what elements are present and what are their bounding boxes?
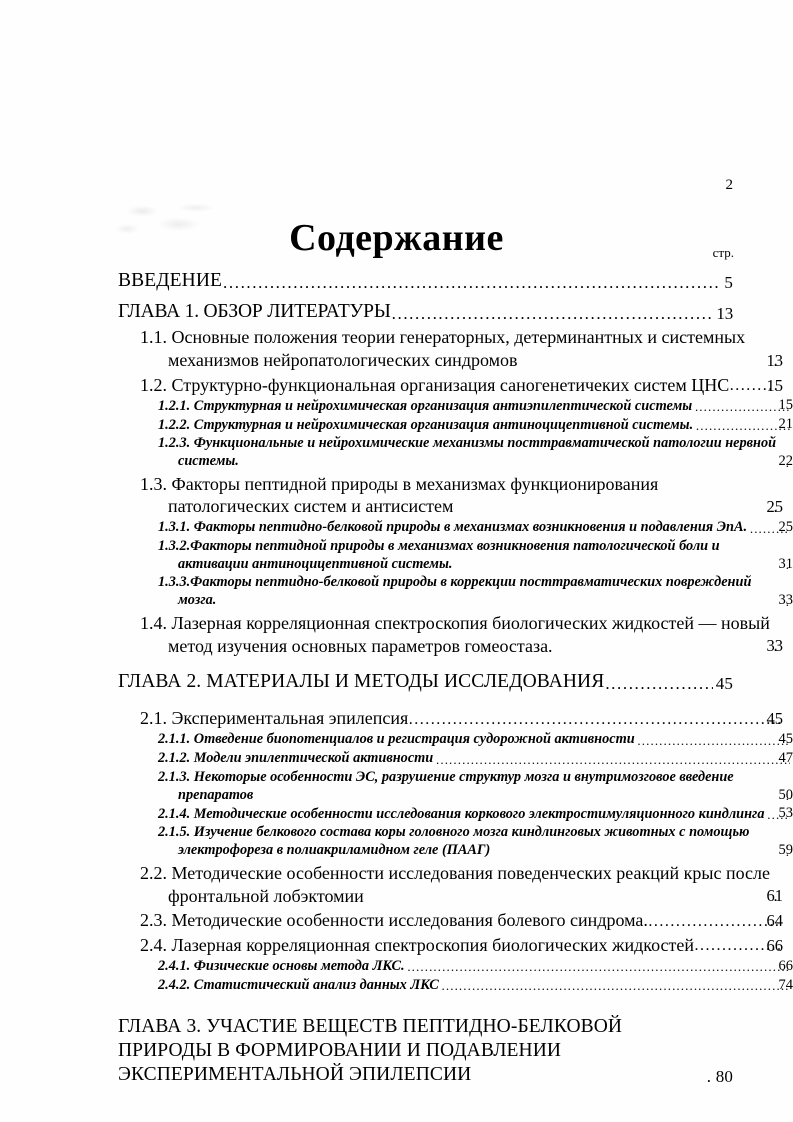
toc-entry[interactable] [158, 397, 793, 415]
page-title: Содержание [289, 217, 504, 260]
toc-entry-page-number: 33 [778, 591, 793, 608]
toc-entry-page-number: 31 [778, 555, 793, 572]
toc-entry-title: 1.3. Факторы пептидной природы в механизмах функционирования патологических систем и антисистем [140, 473, 659, 517]
toc-entry-page-number: 13 [716, 304, 733, 324]
toc-leader-dots [784, 559, 790, 573]
toc-entry-title: ГЛАВА 3. УЧАСТИЕ ВЕЩЕСТВ ПЕПТИДНО-БЕЛКОВОЙ ПРИРОДЫ В ФОРМИРОВАНИИ И ПОДАВЛЕНИИ ЭКСПЕРИМЕНТАЛЬНОЙ ЭПИЛЕПСИИ [118, 1015, 623, 1085]
page-number-folio: 2 [725, 177, 733, 193]
toc-entry-page-number: 15 [778, 397, 793, 414]
toc-leader-dots [774, 639, 780, 657]
toc-entry[interactable] [140, 473, 783, 518]
toc-entry-page-number: 74 [778, 976, 793, 993]
toc-entry-page-number: 80 [715, 1066, 733, 1086]
toc-entry-title: ВВЕДЕНИЕ [118, 270, 223, 291]
toc-entry[interactable] [118, 670, 733, 694]
toc-entry-title: 1.2.1. Структурная и нейрохимическая организация антиэпилептической системы [158, 397, 693, 414]
toc-entry-title: 1.1. Основные положения теории генераторных, детерминантных и системных механизмов нейропатологических синдромов [140, 327, 746, 371]
toc-entry[interactable] [158, 977, 793, 995]
toc-entry-title: 2.1.5. Изучение белкового состава коры головного мозга киндлинговых животных с помощью электрофореза в полиакриламидном геле (ПААГ) [158, 824, 750, 859]
toc-leader-dots [636, 735, 790, 749]
toc-entry-page-number: 66 [766, 935, 783, 955]
toc-leader-dots [774, 889, 780, 907]
toc-leader-dots [784, 456, 790, 470]
toc-entry-title: 1.4. Лазерная корреляционная спектроскопия биологических жидкостей — новый метод изучения основных параметров гомеостаза. [140, 612, 770, 656]
toc-leader-dots [434, 754, 790, 768]
toc-entry-title: ГЛАВА 1. ОБЗОР ЛИТЕРАТУРЫ [118, 301, 391, 323]
toc-leader-dots [748, 523, 790, 537]
toc-entry-page-number: 5 [724, 273, 733, 293]
toc-entry[interactable] [158, 435, 793, 470]
column-header-pages: стр. [712, 245, 734, 260]
toc-leader-dots [605, 675, 712, 695]
toc-entry-page-number: 47 [778, 750, 793, 767]
toc-entry[interactable] [158, 958, 793, 976]
toc-entry[interactable] [118, 300, 733, 324]
toc-leader-dots [774, 354, 780, 372]
toc-entry-title: 2.1.4. Методические особенности исследования коркового электростимуляционного киндлинга [158, 805, 765, 822]
toc-entry[interactable] [118, 1015, 733, 1088]
toc-leader-dots [649, 914, 780, 932]
toc-entry-title: ГЛАВА 2. МАТЕРИАЛЫ И МЕТОДЫ ИССЛЕДОВАНИЯ [118, 671, 605, 693]
toc-entry[interactable] [140, 612, 783, 657]
toc-entry-page-number: 59 [778, 841, 793, 858]
toc-leader-dots [784, 596, 790, 610]
toc-entry[interactable] [158, 519, 793, 537]
toc-entry[interactable] [158, 769, 793, 804]
toc-leader-dots [730, 378, 780, 396]
toc-entry-title: 1.2.2. Структурная и нейрохимическая организация антиноцицептивной системы. [158, 416, 694, 433]
toc-entry[interactable] [140, 862, 783, 907]
toc-entry-title: 2.4.2. Статистический анализ данных ЛКС [158, 976, 439, 993]
toc-entry[interactable] [158, 805, 793, 823]
toc-entry-page-number: 45 [778, 731, 793, 748]
toc-entry-page-number: 45 [766, 709, 783, 729]
toc-entry-title: 2.1. Экспериментальная эпилепсия [140, 708, 409, 729]
toc-entry[interactable] [158, 538, 793, 573]
toc-leader-dots [392, 305, 714, 325]
toc-entry[interactable] [158, 750, 793, 768]
toc-entry[interactable] [118, 269, 733, 293]
toc-entry[interactable] [140, 374, 783, 397]
toc-leader-dots [774, 500, 780, 518]
toc-entry-title: 1.3.3.Факторы пептидно-белковой природы в коррекции посттравматических повреждений мозга. [158, 574, 752, 609]
toc-leader-dots [707, 1068, 713, 1088]
toc-entry-page-number: 25 [778, 519, 793, 536]
toc-entry-page-number: 15 [766, 375, 783, 395]
toc-entry-page-number: 66 [778, 957, 793, 974]
toc-entry-page-number: 50 [778, 786, 793, 803]
toc-entry[interactable] [158, 574, 793, 609]
toc-entry[interactable] [140, 326, 783, 371]
toc-leader-dots [223, 274, 721, 294]
toc-entry-title: 2.4. Лазерная корреляционная спектроскопия биологических жидкостей [140, 934, 694, 955]
toc-entry-page-number: 25 [766, 497, 783, 517]
toc-entry-page-number: 61 [766, 886, 783, 906]
toc-entry[interactable] [158, 731, 793, 749]
toc-entry-title: 2.1.2. Модели эпилептической активности [158, 750, 434, 767]
toc-entry[interactable] [140, 707, 783, 730]
toc-entry-title: 2.4.1. Физические основы метода ЛКС. [158, 957, 405, 974]
toc-leader-dots [409, 712, 780, 730]
toc-leader-dots [694, 420, 790, 434]
toc-leader-dots [406, 961, 790, 975]
toc-leader-dots [784, 790, 790, 804]
toc-entry[interactable] [140, 909, 783, 932]
toc-leader-dots [766, 809, 791, 823]
toc-entry[interactable] [158, 416, 793, 434]
toc-entry-title: 1.3.2.Факторы пептидной природы в механизмах возникновения патологической боли и активации антиноцицептивной системы. [158, 538, 720, 572]
toc-entry-page-number: 22 [778, 452, 793, 469]
toc-entry-title: 1.2.3. Функциональные и нейрохимические механизмы посттравматической патологии нервной системы. [158, 435, 777, 470]
toc-entry-title: 1.3.1. Факторы пептидно-белковой природы в механизмах возникновения и подавления ЭпА. [158, 519, 748, 536]
toc-leader-dots [784, 846, 790, 860]
toc-entry-page-number: 13 [766, 350, 783, 370]
toc-entry-title: 2.2. Методические особенности исследования поведенческих реакций крыс после фронтальной лобэктомии [140, 862, 770, 906]
toc-entry-title: 1.2. Структурно-функциональная организация саногенетичеких систем ЦНС [140, 374, 730, 395]
toc-entry-title: 2.1.3. Некоторые особенности ЭС, разрушение структур мозга и внутримозговое введение препаратов [158, 769, 734, 803]
toc-entry-title: 2.3. Методические особенности исследования болевого синдрома. [140, 910, 648, 931]
toc-entry[interactable] [158, 824, 793, 859]
toc-leader-dots [695, 939, 780, 957]
toc-leader-dots [440, 980, 790, 994]
toc-entry-page-number: 21 [778, 416, 793, 433]
toc-entry-page-number: 64 [766, 911, 783, 931]
toc-entry-page-number: 45 [715, 674, 733, 694]
toc-entry[interactable] [140, 934, 783, 957]
toc-leader-dots [693, 401, 790, 415]
toc-entry-page-number: 33 [766, 636, 783, 656]
table-of-contents [118, 262, 793, 1087]
toc-entry-page-number: 53 [778, 805, 793, 822]
toc-entry-title: 2.1.1. Отведение биопотенциалов и регистрация судорожной активности [158, 731, 635, 748]
